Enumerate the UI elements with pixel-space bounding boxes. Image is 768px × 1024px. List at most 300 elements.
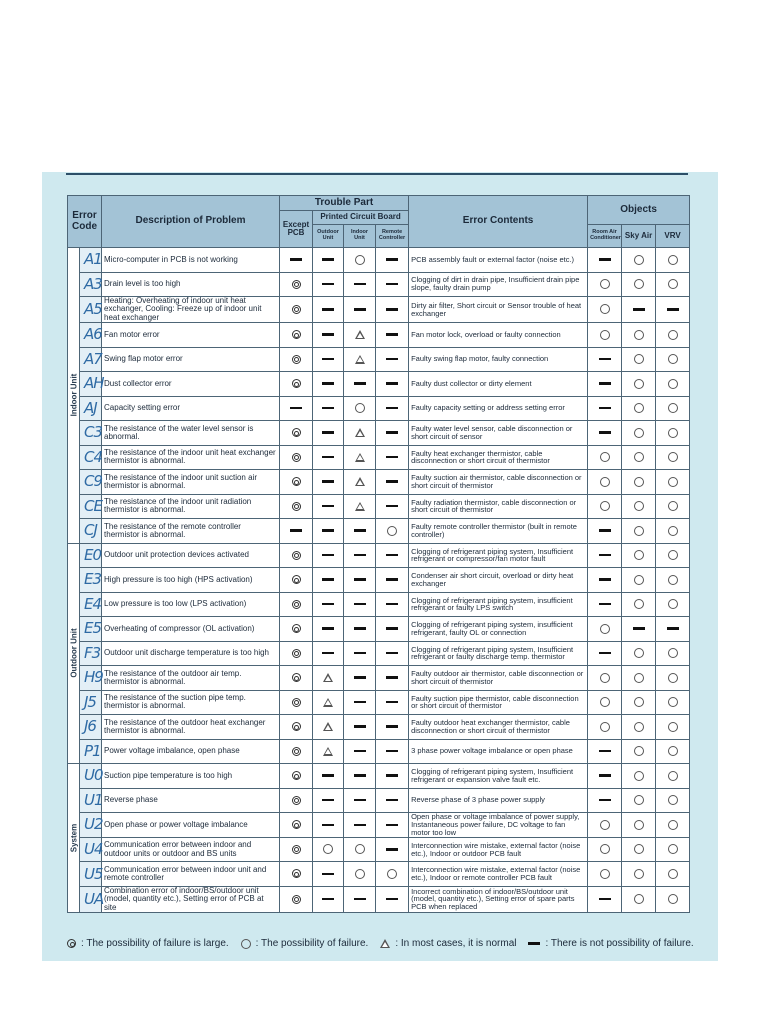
error-code-cell xyxy=(80,739,102,764)
error-code: C3 xyxy=(84,423,103,442)
error-code-cell xyxy=(80,494,102,519)
dash-icon xyxy=(354,308,366,311)
vrv-cell xyxy=(656,445,690,470)
dash-icon xyxy=(386,431,398,434)
dash-icon xyxy=(354,283,366,286)
circle-icon xyxy=(600,477,610,487)
remote-controller-cell xyxy=(376,272,409,297)
table-row xyxy=(68,372,690,397)
dash-icon xyxy=(667,308,679,311)
table-row xyxy=(68,764,690,789)
error-code-cell xyxy=(80,372,102,397)
sky-air-cell xyxy=(622,690,656,715)
description-cell: Heating: Overheating of indoor unit heat exchanger, Cooling: Freeze up of indoor unit heat exchanger xyxy=(102,297,280,323)
dash-icon xyxy=(386,799,398,802)
room-air-cell xyxy=(588,813,622,838)
error-contents-header: Error Contents xyxy=(409,196,588,248)
table-row xyxy=(68,592,690,617)
description-cell: Capacity setting error xyxy=(102,396,280,421)
remote-controller-cell xyxy=(376,494,409,519)
circle-icon xyxy=(634,452,644,462)
table-row xyxy=(68,813,690,838)
room-air-cell xyxy=(588,470,622,495)
circle-icon xyxy=(668,330,678,340)
dash-icon xyxy=(386,480,398,483)
outdoor-unit-cell xyxy=(313,764,344,789)
room-air-cell xyxy=(588,764,622,789)
except-pcb-cell xyxy=(280,788,313,813)
table-row xyxy=(68,470,690,495)
dash-icon xyxy=(322,873,334,876)
indoor-unit-cell xyxy=(344,543,376,568)
triangle-icon xyxy=(323,722,333,731)
legend xyxy=(67,938,694,949)
outdoor-unit-cell xyxy=(313,813,344,838)
dash-icon xyxy=(599,431,611,434)
dash-icon xyxy=(322,898,334,901)
outdoor-unit-cell xyxy=(313,788,344,813)
outdoor-unit-cell xyxy=(313,323,344,348)
dash-icon xyxy=(386,652,398,655)
circle-icon xyxy=(634,844,644,854)
error-code-cell xyxy=(80,617,102,642)
dash-icon xyxy=(354,529,366,532)
category-cell-system xyxy=(68,764,80,913)
outdoor-unit-cell xyxy=(313,372,344,397)
vrv-cell xyxy=(656,690,690,715)
description-cell: The resistance of the water level sensor is abnormal. xyxy=(102,421,280,446)
room-air-cell xyxy=(588,739,622,764)
circle-icon xyxy=(600,820,610,830)
vrv-cell xyxy=(656,272,690,297)
table-row xyxy=(68,347,690,372)
double-circle-icon xyxy=(292,305,301,314)
vrv-cell xyxy=(656,470,690,495)
error-contents-cell: PCB assembly fault or external factor (noise etc.) xyxy=(409,248,588,273)
error-code-cell xyxy=(80,813,102,838)
vrv-cell xyxy=(656,519,690,544)
description-cell: Swing flap motor error xyxy=(102,347,280,372)
error-code-cell xyxy=(80,788,102,813)
dash-icon xyxy=(322,554,334,557)
outdoor-unit-cell xyxy=(313,297,344,323)
except-pcb-cell xyxy=(280,739,313,764)
vrv-header: VRV xyxy=(656,225,690,248)
dash-icon xyxy=(386,333,398,336)
except-pcb-cell xyxy=(280,519,313,544)
sky-air-cell xyxy=(622,543,656,568)
dash-icon xyxy=(322,456,334,459)
table-row xyxy=(68,543,690,568)
sky-air-cell xyxy=(622,323,656,348)
circle-icon xyxy=(600,452,610,462)
except-pcb-cell xyxy=(280,248,313,273)
description-cell: Communication error between indoor and outdoor units or outdoor and BS units xyxy=(102,837,280,862)
dash-icon xyxy=(354,652,366,655)
sky-air-cell xyxy=(622,862,656,887)
sky-air-cell xyxy=(622,592,656,617)
sky-air-cell xyxy=(622,470,656,495)
dash-icon xyxy=(322,774,334,777)
error-contents-cell: Faulty suction pipe thermistor, cable disconnection or short circuit of thermistor xyxy=(409,690,588,715)
error-code: C9 xyxy=(84,472,103,491)
except-pcb-cell xyxy=(280,862,313,887)
remote-controller-cell xyxy=(376,764,409,789)
room-air-cell xyxy=(588,617,622,642)
triangle-icon xyxy=(323,698,333,707)
circle-icon xyxy=(668,452,678,462)
outdoor-unit-cell xyxy=(313,837,344,862)
double-circle-icon xyxy=(292,355,301,364)
dash-icon xyxy=(633,627,645,630)
vrv-cell xyxy=(656,421,690,446)
triangle-icon xyxy=(355,477,365,486)
except-pcb-cell xyxy=(280,543,313,568)
dash-icon xyxy=(322,431,334,434)
dash-icon xyxy=(354,382,366,385)
error-code: E3 xyxy=(84,570,102,589)
error-code-cell xyxy=(80,641,102,666)
except-pcb-cell xyxy=(280,837,313,862)
vrv-cell xyxy=(656,764,690,789)
dash-icon xyxy=(354,627,366,630)
room-air-cell xyxy=(588,666,622,691)
circle-icon xyxy=(668,379,678,389)
dash-icon xyxy=(386,898,398,901)
error-contents-cell: Faulty remote controller thermistor (built in remote controller) xyxy=(409,519,588,544)
dash-icon xyxy=(599,529,611,532)
vrv-cell xyxy=(656,837,690,862)
dash-icon xyxy=(354,898,366,901)
circle-icon xyxy=(634,795,644,805)
error-code: A1 xyxy=(84,250,102,269)
description-cell: The resistance of the suction pipe temp. thermistor is abnormal. xyxy=(102,690,280,715)
circle-icon xyxy=(668,820,678,830)
circle-icon xyxy=(600,624,610,634)
vrv-cell xyxy=(656,813,690,838)
dash-icon xyxy=(633,308,645,311)
outdoor-unit-cell xyxy=(313,519,344,544)
dash-icon xyxy=(386,774,398,777)
outdoor-unit-cell xyxy=(313,248,344,273)
objects-header: Objects xyxy=(588,196,690,225)
legend-item xyxy=(380,938,516,949)
description-cell: The resistance of the outdoor heat exchanger thermistor is abnormal. xyxy=(102,715,280,740)
error-code: J6 xyxy=(84,717,96,736)
category-label: Indoor Unit xyxy=(69,374,78,417)
error-code: A7 xyxy=(84,349,102,368)
legend-item xyxy=(67,938,229,949)
dash-icon xyxy=(322,333,334,336)
circle-icon xyxy=(668,279,678,289)
double-circle-icon xyxy=(292,379,301,388)
error-contents-cell: Clogging of refrigerant piping system, Insufficient refrigerant or faulty discharge temp. thermistor xyxy=(409,641,588,666)
table-row xyxy=(68,519,690,544)
sky-air-cell xyxy=(622,666,656,691)
double-circle-icon xyxy=(292,551,301,560)
except-pcb-cell xyxy=(280,297,313,323)
indoor-unit-header: Indoor Unit xyxy=(344,225,376,248)
error-contents-cell: Condenser air short circuit, overload or dirty heat exchanger xyxy=(409,568,588,593)
circle-icon xyxy=(668,844,678,854)
description-cell: Open phase or power voltage imbalance xyxy=(102,813,280,838)
error-code-cell xyxy=(80,715,102,740)
error-code-cell xyxy=(80,837,102,862)
triangle-icon xyxy=(323,747,333,756)
circle-icon xyxy=(600,304,610,314)
remote-controller-cell xyxy=(376,617,409,642)
indoor-unit-cell xyxy=(344,421,376,446)
error-code: E4 xyxy=(84,594,102,613)
room-air-cell xyxy=(588,297,622,323)
vrv-cell xyxy=(656,862,690,887)
error-contents-cell: Faulty capacity setting or address setting error xyxy=(409,396,588,421)
description-cell: The resistance of the indoor unit radiation thermistor is abnormal. xyxy=(102,494,280,519)
double-circle-icon xyxy=(292,453,301,462)
circle-icon xyxy=(668,697,678,707)
double-circle-icon xyxy=(67,939,76,948)
error-contents-cell: Fan motor lock, overload or faulty connection xyxy=(409,323,588,348)
category-cell-indoor xyxy=(68,248,80,544)
error-code: U0 xyxy=(84,766,103,785)
description-cell: The resistance of the indoor unit heat exchanger thermistor is abnormal. xyxy=(102,445,280,470)
remote-controller-cell xyxy=(376,248,409,273)
except-pcb-cell xyxy=(280,494,313,519)
remote-controller-cell xyxy=(376,690,409,715)
remote-controller-cell xyxy=(376,886,409,912)
error-code: U4 xyxy=(84,840,103,859)
error-code: E0 xyxy=(84,545,102,564)
error-code: F3 xyxy=(84,643,101,662)
error-code-cell xyxy=(80,323,102,348)
room-air-cell xyxy=(588,592,622,617)
dash-icon xyxy=(354,701,366,704)
remote-controller-cell xyxy=(376,519,409,544)
double-circle-icon xyxy=(292,845,301,854)
room-air-cell xyxy=(588,543,622,568)
table-row xyxy=(68,690,690,715)
sky-air-cell xyxy=(622,837,656,862)
room-air-cell xyxy=(588,568,622,593)
error-code-cell xyxy=(80,248,102,273)
remote-controller-cell xyxy=(376,592,409,617)
error-code: H9 xyxy=(84,668,103,687)
dash-icon xyxy=(386,824,398,827)
remote-controller-cell xyxy=(376,568,409,593)
circle-icon xyxy=(241,939,251,949)
circle-icon xyxy=(634,550,644,560)
outdoor-unit-cell xyxy=(313,886,344,912)
circle-icon xyxy=(668,526,678,536)
vrv-cell xyxy=(656,396,690,421)
error-contents-cell: Faulty outdoor heat exchanger thermistor, cable disconnection or short circuit of thermistor xyxy=(409,715,588,740)
circle-icon xyxy=(600,697,610,707)
description-cell: Overheating of compressor (OL activation) xyxy=(102,617,280,642)
error-code: A5 xyxy=(84,300,102,319)
except-pcb-cell xyxy=(280,421,313,446)
indoor-unit-cell xyxy=(344,715,376,740)
except-pcb-cell xyxy=(280,592,313,617)
error-contents-cell: Faulty water level sensor, cable disconnection or short circuit of sensor xyxy=(409,421,588,446)
room-air-cell xyxy=(588,788,622,813)
error-code: CE xyxy=(84,496,102,515)
except-pcb-cell xyxy=(280,347,313,372)
triangle-icon xyxy=(323,673,333,682)
dash-icon xyxy=(322,529,334,532)
double-circle-icon xyxy=(292,428,301,437)
vrv-cell xyxy=(656,297,690,323)
dash-icon xyxy=(599,898,611,901)
outdoor-unit-cell xyxy=(313,396,344,421)
dash-icon xyxy=(599,652,611,655)
remote-controller-cell xyxy=(376,739,409,764)
room-air-cell xyxy=(588,421,622,446)
error-contents-cell: Clogging of refrigerant piping system, insufficient refrigerant or faulty LPS switch xyxy=(409,592,588,617)
triangle-icon xyxy=(355,502,365,511)
dash-icon xyxy=(599,382,611,385)
circle-icon xyxy=(600,279,610,289)
circle-icon xyxy=(634,330,644,340)
circle-icon xyxy=(600,501,610,511)
dash-icon xyxy=(354,676,366,679)
table-row xyxy=(68,421,690,446)
indoor-unit-cell xyxy=(344,568,376,593)
remote-controller-cell xyxy=(376,445,409,470)
dash-icon xyxy=(386,578,398,581)
except-pcb-cell xyxy=(280,617,313,642)
description-cell: Reverse phase xyxy=(102,788,280,813)
dash-icon xyxy=(354,774,366,777)
error-code: E5 xyxy=(84,619,102,638)
except-pcb-cell xyxy=(280,272,313,297)
vrv-cell xyxy=(656,739,690,764)
legend-item xyxy=(241,938,369,949)
description-cell: High pressure is too high (HPS activation) xyxy=(102,568,280,593)
error-code-cell xyxy=(80,519,102,544)
dash-icon xyxy=(599,799,611,802)
except-pcb-cell xyxy=(280,641,313,666)
dash-icon xyxy=(322,382,334,385)
outdoor-unit-cell xyxy=(313,568,344,593)
sky-air-cell xyxy=(622,297,656,323)
dash-icon xyxy=(322,652,334,655)
error-code: AJ xyxy=(84,398,97,417)
dash-icon xyxy=(354,824,366,827)
circle-icon xyxy=(668,746,678,756)
circle-icon xyxy=(634,697,644,707)
outdoor-unit-cell xyxy=(313,641,344,666)
error-code: AH xyxy=(84,374,104,393)
circle-icon xyxy=(634,771,644,781)
table-header xyxy=(68,196,690,248)
sky-air-cell xyxy=(622,617,656,642)
circle-icon xyxy=(634,599,644,609)
error-code-cell xyxy=(80,297,102,323)
except-pcb-cell xyxy=(280,690,313,715)
description-cell: Micro-computer in PCB is not working xyxy=(102,248,280,273)
vrv-cell xyxy=(656,641,690,666)
sky-air-cell xyxy=(622,764,656,789)
remote-controller-cell xyxy=(376,396,409,421)
dash-icon xyxy=(386,258,398,261)
circle-icon xyxy=(634,354,644,364)
outdoor-unit-cell xyxy=(313,347,344,372)
dash-icon xyxy=(290,529,302,532)
dash-icon xyxy=(386,407,398,410)
indoor-unit-cell xyxy=(344,297,376,323)
circle-icon xyxy=(634,403,644,413)
error-contents-cell: Open phase or voltage imbalance of power supply, Instantaneous power failure, DC voltage to fan motor too low xyxy=(409,813,588,838)
circle-icon xyxy=(634,255,644,265)
circle-icon xyxy=(668,673,678,683)
outdoor-unit-cell xyxy=(313,592,344,617)
dash-icon xyxy=(386,725,398,728)
dash-icon xyxy=(354,799,366,802)
table-row xyxy=(68,715,690,740)
description-cell: Outdoor unit protection devices activated xyxy=(102,543,280,568)
circle-icon xyxy=(355,869,365,879)
dash-icon xyxy=(290,258,302,261)
except-pcb-cell xyxy=(280,372,313,397)
room-air-cell xyxy=(588,837,622,862)
vrv-cell xyxy=(656,248,690,273)
double-circle-icon xyxy=(292,600,301,609)
triangle-icon xyxy=(355,453,365,462)
description-cell: Dust collector error xyxy=(102,372,280,397)
circle-icon xyxy=(355,844,365,854)
remote-controller-cell xyxy=(376,470,409,495)
error-code: CJ xyxy=(84,521,97,540)
dash-icon xyxy=(322,627,334,630)
indoor-unit-cell xyxy=(344,519,376,544)
room-air-cell xyxy=(588,862,622,887)
dash-icon xyxy=(322,283,334,286)
dash-icon xyxy=(322,358,334,361)
circle-icon xyxy=(668,501,678,511)
triangle-icon xyxy=(355,428,365,437)
circle-icon xyxy=(668,477,678,487)
description-cell: Suction pipe temperature is too high xyxy=(102,764,280,789)
remote-controller-cell xyxy=(376,347,409,372)
indoor-unit-cell xyxy=(344,323,376,348)
circle-icon xyxy=(634,477,644,487)
triangle-icon xyxy=(355,330,365,339)
dash-icon xyxy=(386,676,398,679)
table-row xyxy=(68,666,690,691)
circle-icon xyxy=(634,894,644,904)
dash-icon xyxy=(322,799,334,802)
room-air-cell xyxy=(588,248,622,273)
error-contents-cell: Clogging of dirt in drain pipe, Insufficient drain pipe slope, faulty drain pump xyxy=(409,272,588,297)
sky-air-cell xyxy=(622,396,656,421)
circle-icon xyxy=(600,869,610,879)
outdoor-unit-cell xyxy=(313,862,344,887)
sky-air-cell xyxy=(622,445,656,470)
circle-icon xyxy=(668,722,678,732)
indoor-unit-cell xyxy=(344,764,376,789)
error-code: U5 xyxy=(84,864,103,883)
sky-air-cell xyxy=(622,788,656,813)
error-contents-cell: Faulty suction air thermistor, cable disconnection or short circuit of thermistor xyxy=(409,470,588,495)
error-contents-cell: Faulty outdoor air thermistor, cable disconnection or short circuit of thermistor xyxy=(409,666,588,691)
circle-icon xyxy=(668,354,678,364)
table-row xyxy=(68,886,690,912)
dash-icon xyxy=(599,774,611,777)
circle-icon xyxy=(634,648,644,658)
double-circle-icon xyxy=(292,722,301,731)
circle-icon xyxy=(668,550,678,560)
circle-icon xyxy=(634,746,644,756)
